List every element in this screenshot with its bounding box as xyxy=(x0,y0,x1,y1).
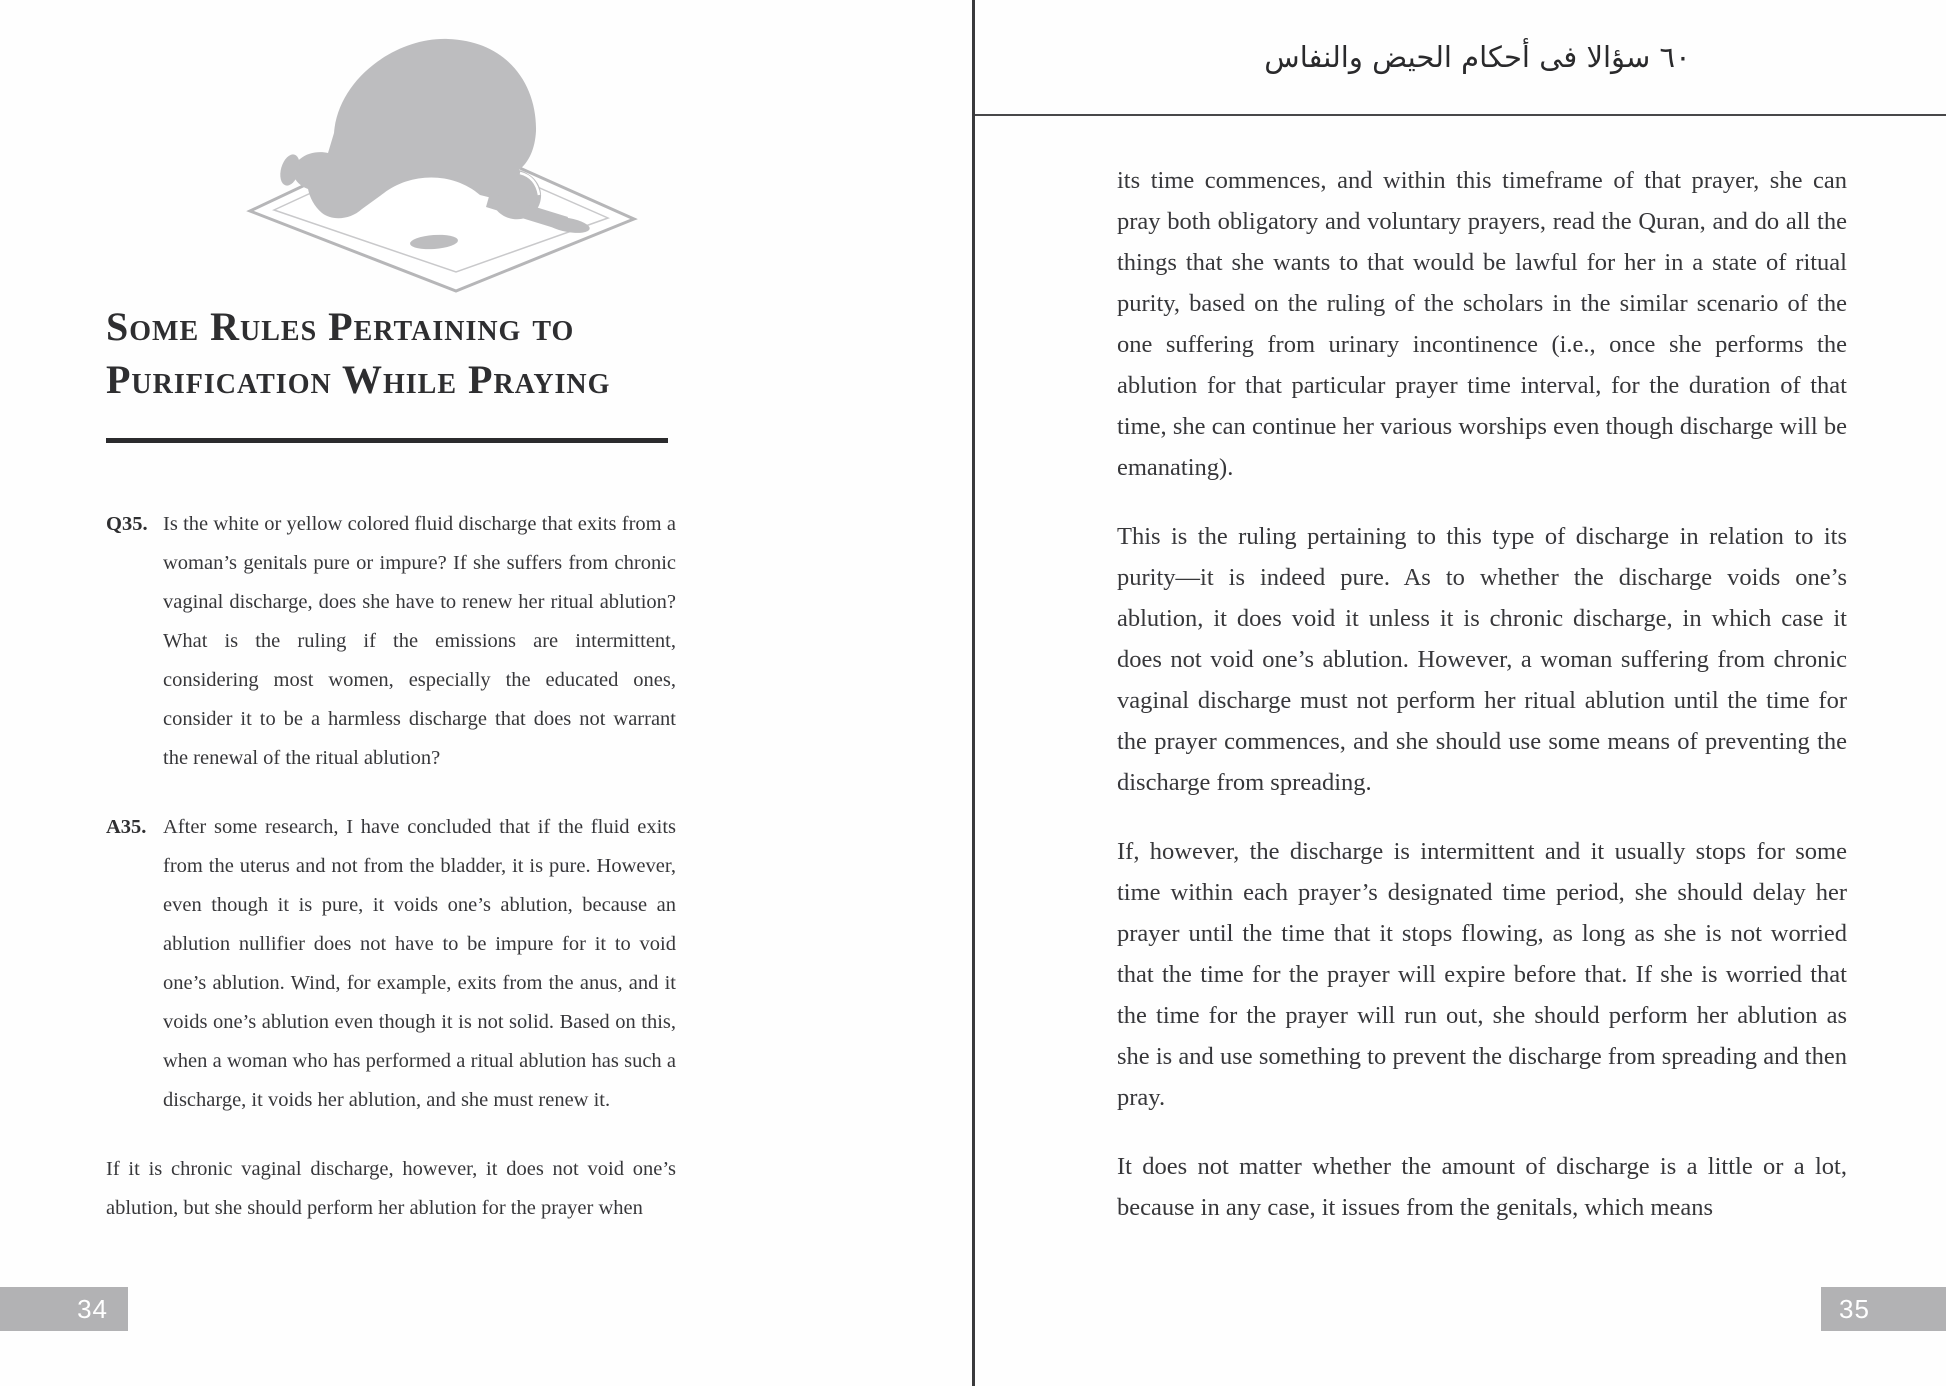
closing-paragraph: If it is chronic vaginal discharge, however, it does not void one’s ablution, but she should perform her ablution for the prayer when xyxy=(106,1158,676,1219)
body-paragraph-3: If, however, the discharge is intermittent and it usually stops for some time within each prayer’s designated time period, she should delay her prayer until the time that it stops flowing, as long as she is not worried that the time for the prayer will expire before that. If she is worried that the time for the prayer will run out, she should perform her ablution as she is and use something to prevent the discharge from spreading and then pray. xyxy=(1117,838,1847,1111)
answer-label: A35. xyxy=(106,816,147,838)
qa-column xyxy=(106,505,676,1228)
chapter-title-line1: Some Rules Pertaining to xyxy=(106,304,575,349)
body-paragraph-2: This is the ruling pertaining to this type of discharge in relation to its purity—it is indeed pure. As to whether the discharge voids one’s ablution, it does void it unless it is chronic discharge, in which case it does not void one’s ablution. However, a woman suffering from chronic vaginal discharge must not perform her ritual ablution until the time for the prayer commences, and she should use some means of preventing the discharge from spreading. xyxy=(1117,523,1847,796)
question-label: Q35. xyxy=(106,513,148,535)
question-text: Is the white or yellow colored fluid discharge that exits from a woman’s genitals pure or impure? If she suffers from chronic vaginal discharge, does she have to renew her ritual ablution? What is the ruling if the emissions are intermittent, considering most women, especially the educated ones, consider it to be a harmless discharge that does not warrant the renewal of the ritual ablution? xyxy=(163,513,676,769)
header-rule xyxy=(975,114,1946,116)
page-number-right xyxy=(1821,1287,1946,1331)
arabic-running-header: ٦٠ سؤالا فى أحكام الحيض والنفاس xyxy=(1264,40,1691,74)
page-number-right-value: 35 xyxy=(1839,1294,1870,1324)
title-rule xyxy=(106,438,668,443)
body-paragraph-4: It does not matter whether the amount of discharge is a little or a lot, because in any case, it issues from the genitals, which means xyxy=(1117,1153,1847,1221)
page-number-left-value: 34 xyxy=(77,1294,108,1324)
answer-block xyxy=(106,808,676,1120)
answer-text: After some research, I have concluded that if the fluid exits from the uterus and not from the bladder, it is pure. However, even though it is pure, it voids one’s ablution, because an ablution nullifier does not have to be impure for it to void one’s ablution. Wind, for example, exits from the anus, and it voids one’s ablution even though it is not solid. Based on this, when a woman who has performed a ritual ablution has such a discharge, it voids her ablution, and she must renew it. xyxy=(163,816,676,1111)
chapter-title xyxy=(106,300,681,406)
body-paragraph-1: its time commences, and within this timeframe of that prayer, she can pray both obligatory and voluntary prayers, read the Quran, and do all the things that she wants to that would be lawful for her in a state of ritual purity, based on the ruling of the scholars in the similar scenario of the one suffering from urinary incontinence (i.e., once she performs the ablution for that particular prayer time interval, for the duration of that time, she can continue her various worships even though discharge will be emanating). xyxy=(1117,167,1847,481)
right-body-text xyxy=(1117,160,1847,1256)
question-block xyxy=(106,505,676,778)
page-divider xyxy=(972,0,975,1386)
page-number-left xyxy=(0,1287,128,1331)
chapter-title-line2: Purification While Praying xyxy=(106,357,611,402)
prostration-illustration xyxy=(238,20,668,302)
